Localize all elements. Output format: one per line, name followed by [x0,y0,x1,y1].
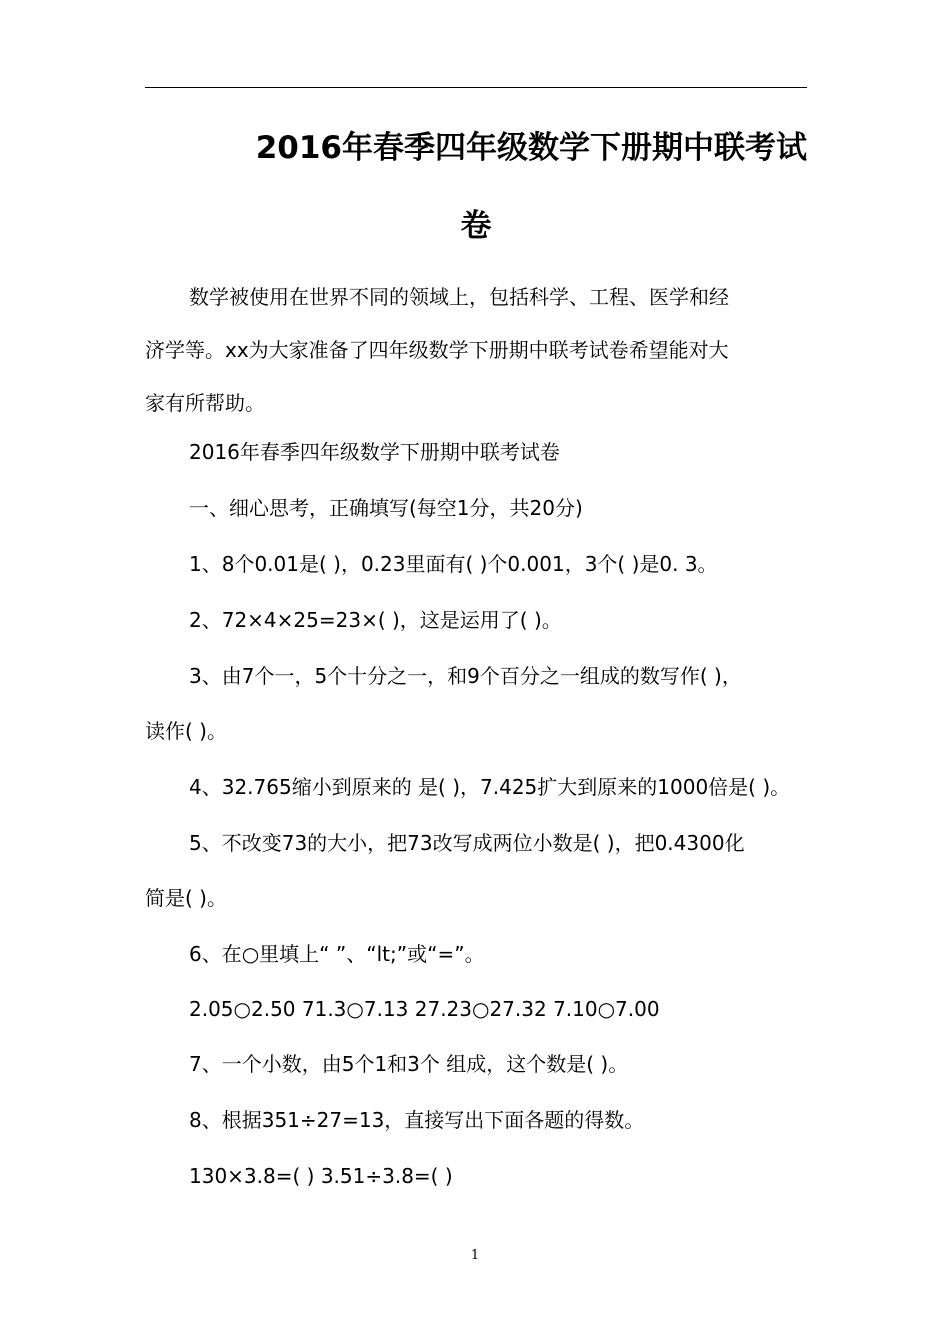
question-3-line-1: 3、由7个一，5个十分之一，和9个百分之一组成的数写作( )， [189,664,742,688]
section-heading-1: 一、细心思考，正确填写(每空1分，共20分) [189,496,583,520]
question-2: 2、72×4×25=23×( )，这是运用了( )。 [189,608,562,632]
question-6-items: 2.05○2.50 71.3○7.13 27.23○27.32 7.10○7.00 [189,997,660,1021]
question-1: 1、8个0.01是( )，0.23里面有( )个0.001，3个( )是0. 3。 [189,552,718,576]
document-title-line-1: 2016年春季四年级数学下册期中联考试 [255,130,807,166]
question-7: 7、一个小数，由5个1和3个 组成，这个数是( )。 [189,1052,629,1076]
intro-paragraph-line-1: 数学被使用在世界不同的领域上，包括科学、工程、医学和经 [189,285,729,309]
question-8-items: 130×3.8=( ) 3.51÷3.8=( ) [189,1164,453,1188]
question-5-line-2: 简是( )。 [145,886,227,910]
document-title-line-2: 卷 [460,208,492,244]
page-number: 1 [470,1248,480,1263]
question-6: 6、在○里填上“ ”、“lt;”或“=”。 [189,942,485,966]
question-3-line-2: 读作( )。 [145,719,227,743]
question-4: 4、32.765缩小到原来的 是( )，7.425扩大到原来的1000倍是( )。 [189,775,791,799]
question-5-line-1: 5、不改变73的大小，把73改写成两位小数是( )，把0.4300化 [189,831,745,855]
header-rule [145,87,807,88]
exam-subtitle: 2016年春季四年级数学下册期中联考试卷 [189,440,560,464]
intro-paragraph-line-3: 家有所帮助。 [145,391,265,415]
intro-paragraph-line-2: 济学等。xx为大家准备了四年级数学下册期中联考试卷希望能对大 [145,338,729,362]
question-8: 8、根据351÷27=13，直接写出下面各题的得数。 [189,1108,645,1132]
